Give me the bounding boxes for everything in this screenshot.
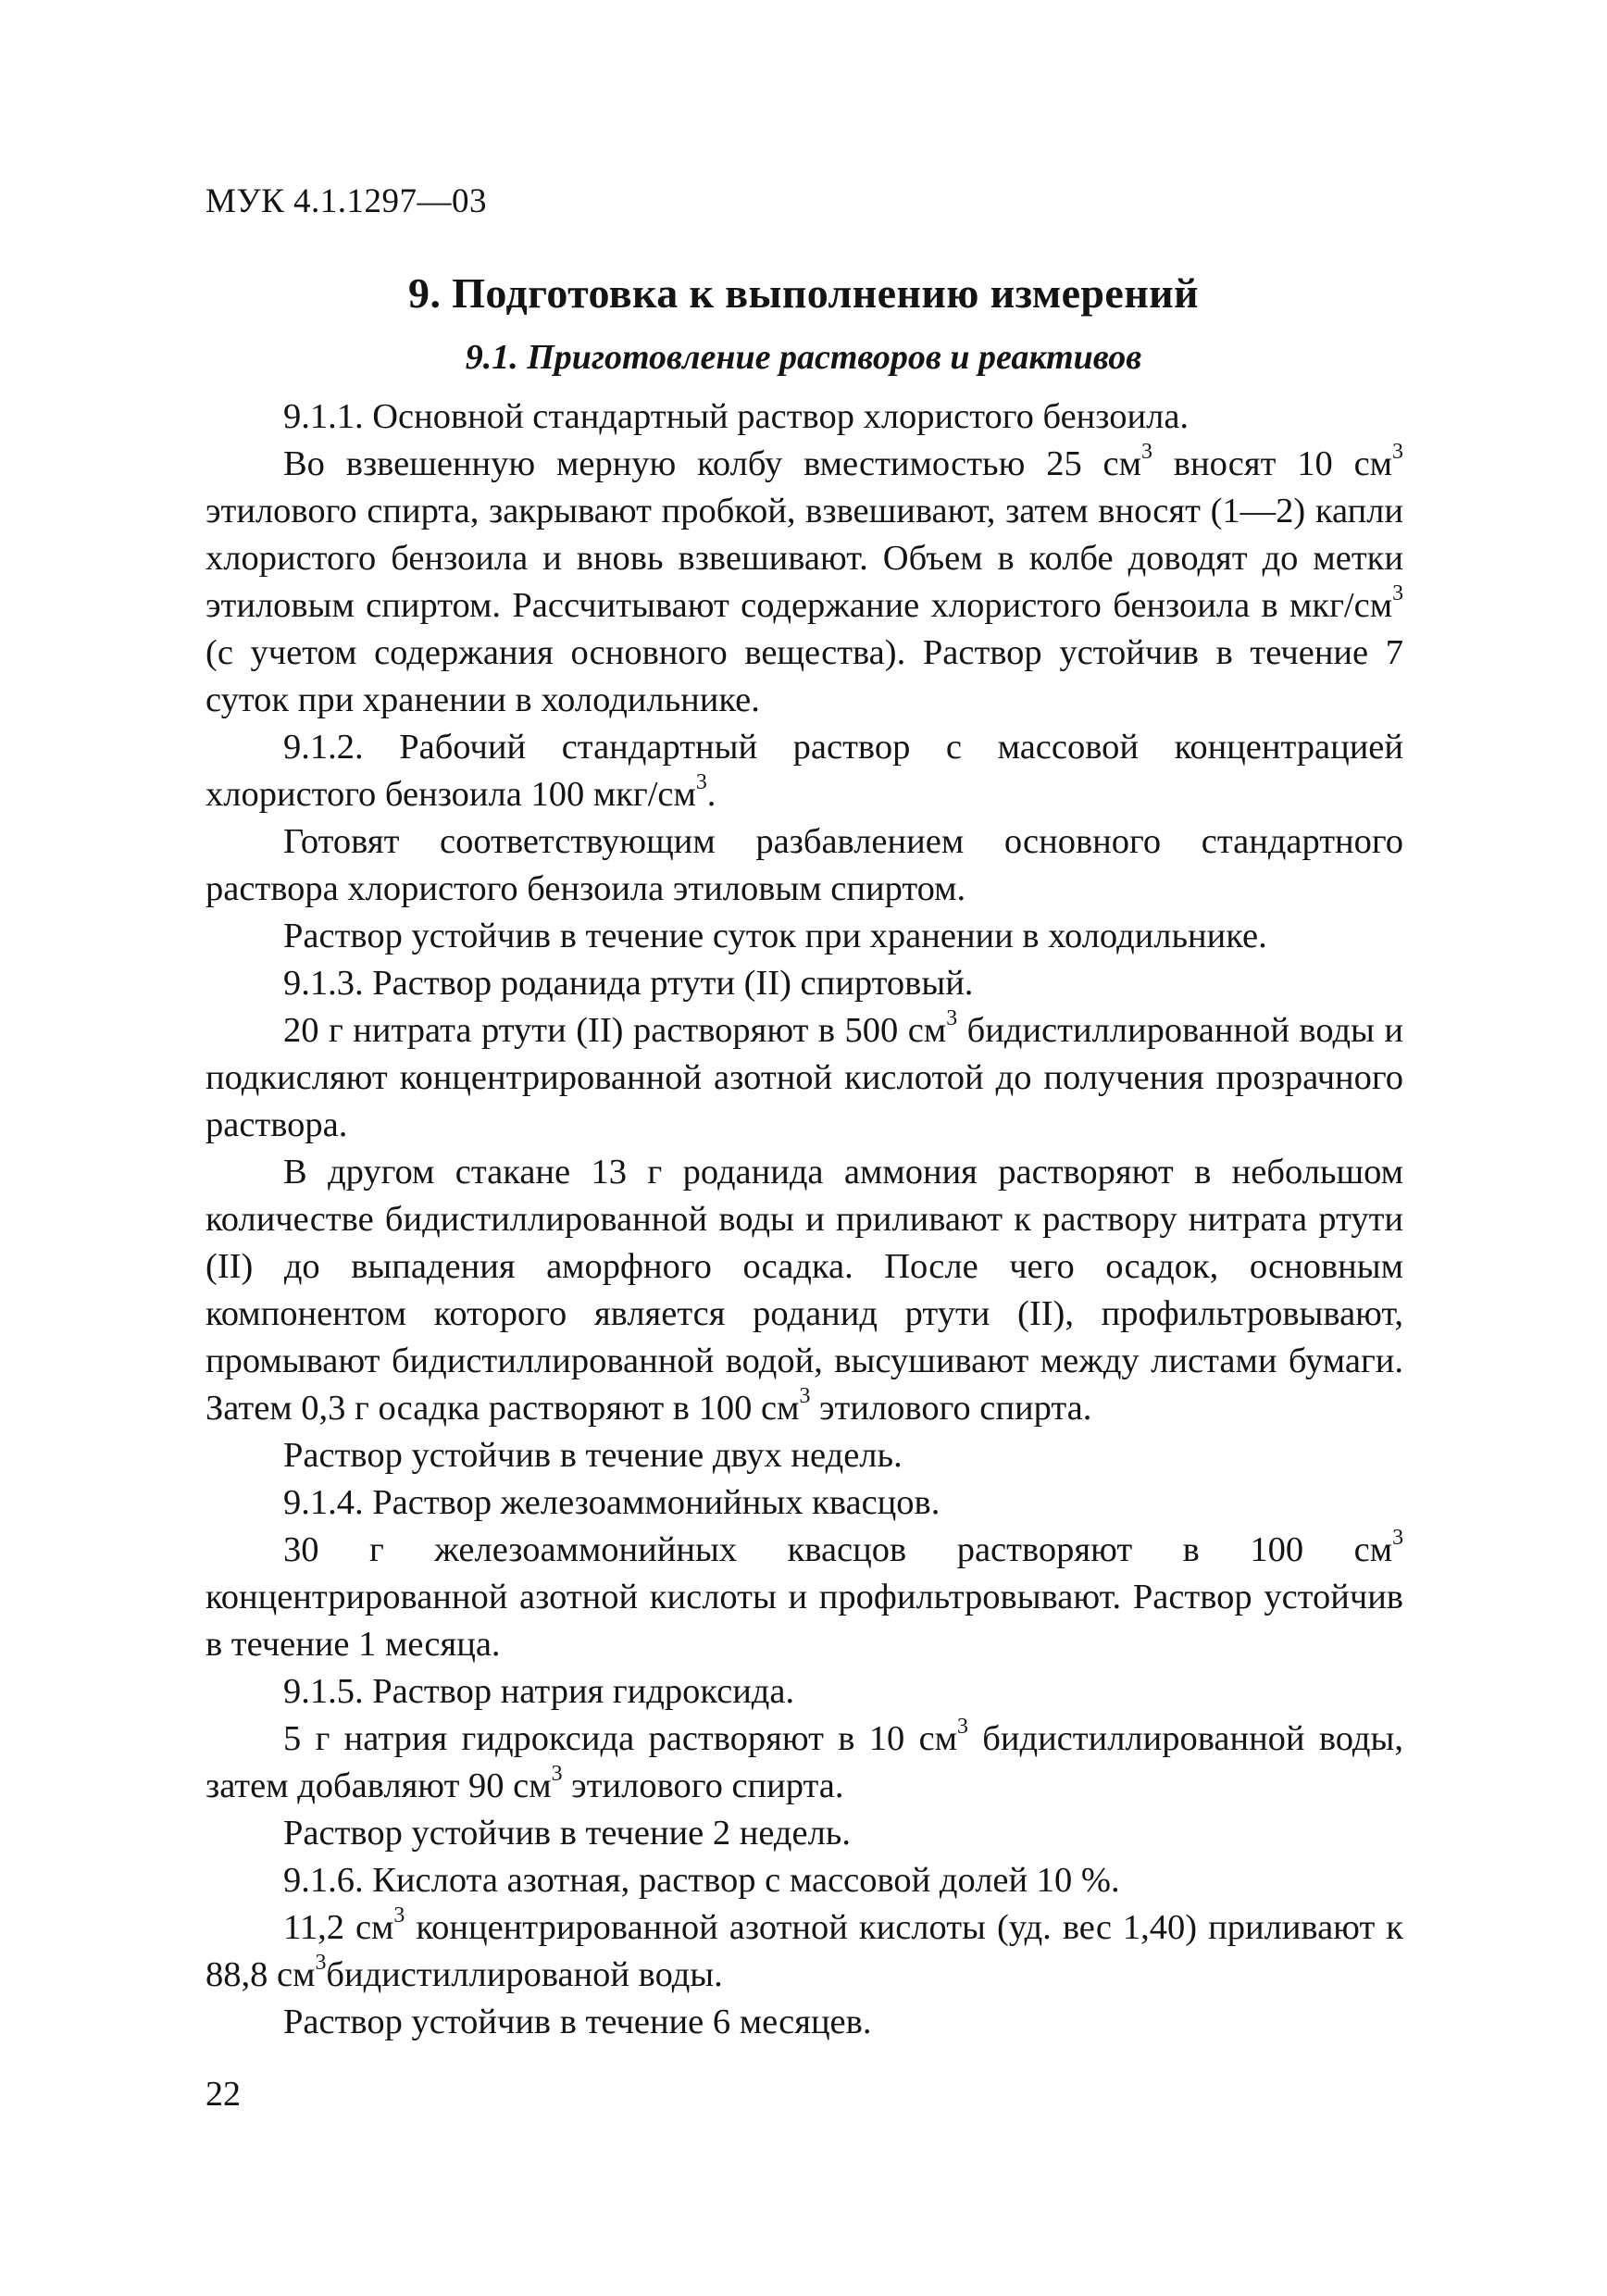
paragraph-naoh-prep: 5 г натрия гидроксида растворяют в 10 $см^3$ бидистиллированной воды, затем добавляют 90 $см^3$ этилового спирта. [206, 1715, 1403, 1805]
paragraph-9-1-1-heading: 9.1.1. Основной стандартный раствор хлористого бензоила. [283, 397, 1190, 436]
paragraph-9-1-5-heading: 9.1.5. Раствор натрия гидроксида. [283, 1672, 795, 1711]
paragraph-mercury-thiocyanate-prep: В другом стакане 13 г роданида аммония растворяют в небольшом количестве бидистиллированной воды и приливают к раствору нитрата ртути (II) до выпадения аморфного осадка. После чего осадок, основным компонентом которого является роданид ртути (II), профильтровывают, промывают бидистиллированной водой, высушивают между листами бумаги. Затем 0,3 г осадка растворяют в 100 $см^3$ этилового спирта. [206, 1153, 1403, 1428]
paragraph-stock-solution-prep: Во взвешенную мерную колбу вместимостью 25 $см^3$ вносят 10 $см^3$ этилового спирта, закрывают пробкой, взвешивают, затем вносят (1—2) капли хлористого бензоила и вновь взвешивают. Объем в колбе доводят до метки этиловым спиртом. Рассчитывают содержание хлористого бензоила в мкг/$см^3$ (с учетом содержания основного вещества). Раствор устойчив в течение 7 суток при хранении в холодильнике. [206, 440, 1403, 719]
paragraph-naoh-stability: Раствор устойчив в течение 2 недель. [283, 1814, 851, 1853]
section-title: 9. Подготовка к выполнению измерений [408, 269, 1199, 317]
paragraph-9-1-3-heading: 9.1.3. Раствор роданида ртути (II) спиртовый. [283, 964, 974, 1003]
paragraph-thiocyanate-stability: Раствор устойчив в течение двух недель. [283, 1436, 903, 1475]
document-code-header: МУК 4.1.1297—03 [206, 182, 488, 220]
paragraph-nitric-acid-stability: Раствор устойчив в течение 6 месяцев. [283, 2003, 872, 2041]
paragraph-alum-prep: 30 г железоаммонийных квасцов растворяют в 100 $см^3$ концентрированной азотной кислоты и профильтровывают. Раствор устойчив в течение 1 месяца. [206, 1526, 1403, 1664]
paragraph-9-1-2-heading: 9.1.2. Рабочий стандартный раствор с массовой концентрацией хлористого бензоила 100 мкг/$см^3$. [206, 728, 1403, 814]
body-text [206, 393, 1403, 2046]
paragraph-nitric-acid-prep: 11,2 $см^3$ концентрированной азотной кислоты (уд. вес 1,40) приливают к 88,8 $см^3бидистиллированой$ воды. [206, 1903, 1403, 1994]
paragraph-working-solution-stability: Раствор устойчив в течение суток при хранении в холодильнике. [283, 917, 1267, 955]
subsection-title: 9.1. Приготовление растворов и реактивов [465, 338, 1142, 377]
paragraph-9-1-6-heading: 9.1.6. Кислота азотная, раствор с массовой долей 10 %. [283, 1861, 1120, 1900]
paragraph-9-1-4-heading: 9.1.4. Раствор железоаммонийных квасцов. [283, 1483, 941, 1522]
paragraph-working-solution-prep: Готовят соответствующим разбавлением основного стандартного раствора хлористого бензоила этиловым спиртом. [206, 822, 1403, 908]
page-number: 22 [206, 2075, 241, 2114]
paragraph-mercury-nitrate-prep: 20 г нитрата ртути (II) растворяют в 500 $см^3$ бидистиллированной воды и подкисляют концентрированной азотной кислотой до получения прозрачного раствора. [206, 1006, 1403, 1144]
